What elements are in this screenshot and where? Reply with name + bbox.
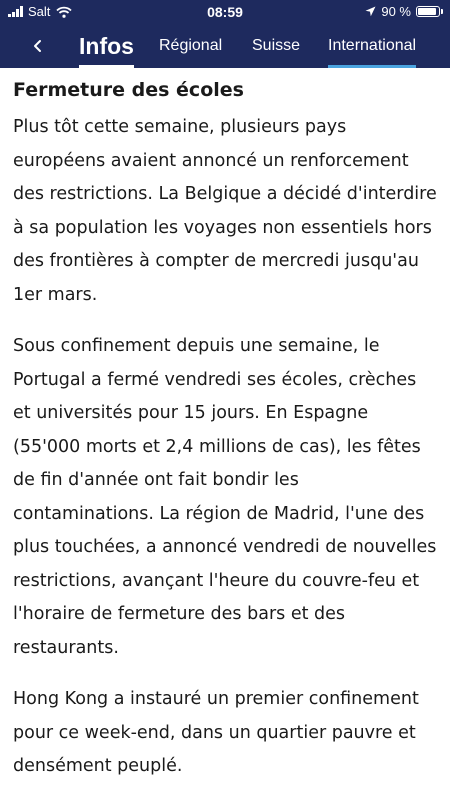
tab-infos[interactable]: Infos (79, 24, 134, 68)
status-time: 08:59 (207, 4, 243, 20)
battery-percent: 90 % (381, 4, 411, 19)
tab-regional[interactable]: Régional (159, 37, 223, 54)
article-heading: Fermeture des écoles (13, 79, 244, 101)
article-paragraph: Hong Kong a instauré un premier confinement pour ce week-end, dans un quartier pauvre et densément peuplé. (13, 689, 419, 776)
status-right (365, 4, 440, 19)
top-navigation (0, 24, 450, 68)
tab-suisse[interactable]: Suisse (252, 37, 301, 54)
article-body (0, 68, 450, 784)
tab-international[interactable]: International (328, 24, 416, 68)
article-paragraph: Sous confinement depuis une semaine, le Portugal a fermé vendredi ses écoles, crèches et universités pour 15 jours. En Espagne (55'000 morts et 2,4 millions de cas), les fêtes de fin d'année ont fait bondir les contaminations. La région de Madrid, l'une des plus touchées, a annoncé vendredi de nouvelles restrictions, avançant l'heure du couvre-feu et l'horaire de fermeture des bars et des restaurants. (13, 336, 437, 658)
battery-level-fill (418, 8, 436, 15)
status-bar (0, 0, 450, 24)
article-paragraph: Plus tôt cette semaine, plusieurs pays européens avaient annoncé un renforcement des restrictions. La Belgique a décidé d'interdire à sa population les voyages non essentiels hors des frontières à compter de mercredi jusqu'au 1er mars. (13, 117, 437, 305)
battery-icon (416, 6, 440, 17)
chevron-left-icon[interactable] (28, 35, 48, 57)
carrier-name: Salt (28, 4, 51, 19)
location-arrow-icon (365, 6, 376, 17)
